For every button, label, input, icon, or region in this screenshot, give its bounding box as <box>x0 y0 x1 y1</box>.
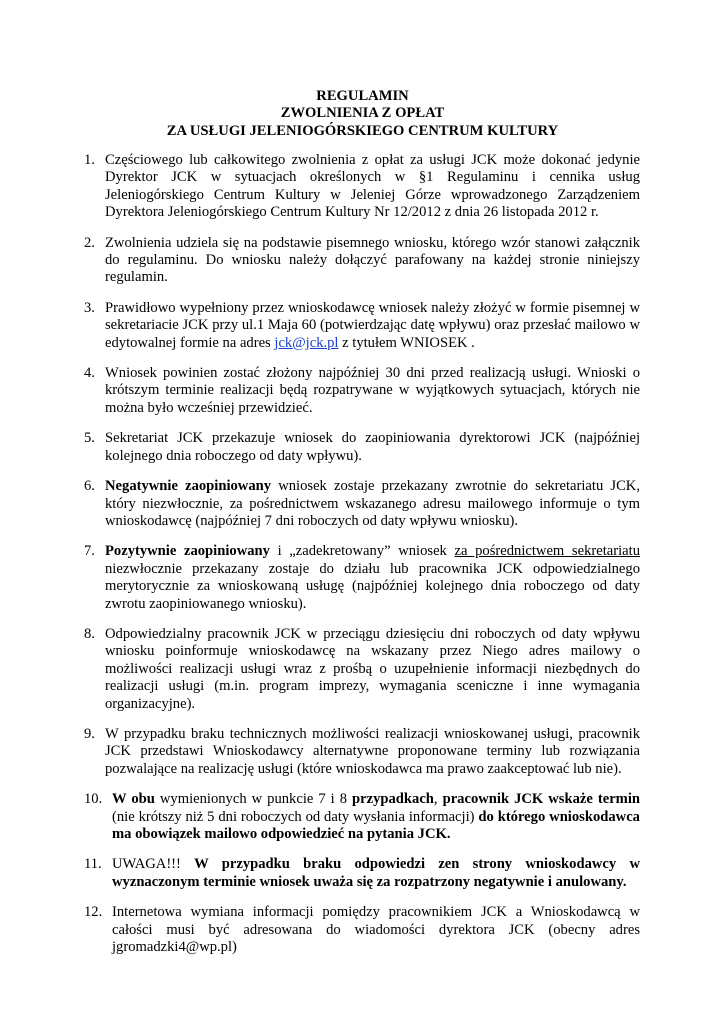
item-text <box>112 904 640 956</box>
list-item-3 <box>84 300 640 352</box>
list-item-11 <box>84 856 640 891</box>
item-number: 11. <box>84 856 102 873</box>
item-text-content: UWAGA!!! <box>112 856 195 873</box>
list-item-10 <box>84 791 640 843</box>
item-underlined-text: za pośrednictwem sekretariatu <box>454 543 640 560</box>
item-text <box>105 430 640 465</box>
item-text <box>105 300 640 352</box>
item-text-content: Wniosek powinien zostać złożony najpóźniej 30 dni przed realizacją usługi. Wnioski o krótszym terminie realizacji będą rozpatrywane w wyjątkowych sytuacjach, których nie można było wcześniej przewidzieć. <box>105 365 640 416</box>
item-number: 8. <box>84 625 95 642</box>
item-text <box>105 543 640 613</box>
item-text-content: Sekretariat JCK przekazuje wniosek do zaopiniowania dyrektorowi JCK (najpóźniej kolejnego dnia roboczego od daty wpływu). <box>105 430 640 464</box>
item-text <box>105 726 640 778</box>
list-item-7 <box>84 543 640 613</box>
regulation-list <box>84 152 640 969</box>
item-text-content: Prawidłowo wypełniony przez wnioskodawcę wniosek należy złożyć w formie pisemnej w sekretariacie JCK przy ul.1 Maja 60 (potwierdzając datę wpływu) oraz przesłać mailowo w edytowalnej formie na adres <box>105 299 640 351</box>
item-text <box>105 235 640 287</box>
item-text <box>112 856 640 891</box>
list-item-9 <box>84 726 640 778</box>
email-link[interactable]: jck@jck.pl <box>274 334 339 351</box>
title-line-1: REGULAMIN <box>316 88 409 104</box>
item-number: 3. <box>84 299 95 316</box>
item-text-content: W przypadku braku technicznych możliwości realizacji wnioskowanej usługi, pracownik JCK przedstawi Wnioskodawcy alternatywne proponowane terminy lub rozwiązania pozwalające na realizację usługi (które wnioskodawca ma prawo zaakceptować lub nie). <box>105 725 640 777</box>
item-text <box>105 365 640 417</box>
item-number: 12. <box>84 904 103 921</box>
item-text-content: wniosek zostaje przekazany zwrotnie do sekretariatu JCK, który niezwłocznie, za pośrednictwem wskazanego adresu mailowego informuje o tym wnioskodawcę (najpóźniej 7 dni roboczych od daty wpływu wniosku). <box>105 478 640 529</box>
item-text-content: (nie krótszy niż 5 dni roboczych od daty wysłania informacji) <box>112 808 479 825</box>
item-bold-text: W obu <box>112 791 155 808</box>
title-line-2: ZWOLNIENIA Z OPŁAT <box>280 105 445 122</box>
item-bold-text: Negatywnie zaopiniowany <box>105 478 272 495</box>
item-text-content: z tytułem WNIOSEK . <box>338 334 475 351</box>
item-text <box>112 791 640 843</box>
item-text-content: niezwłocznie przekazany zostaje do działu lub pracownika JCK odpowiedzialnego merytorycznie za wnioskowaną usługę (najpóźniej kolejnego dnia roboczego od daty zwrotu zaopiniowanego wniosku). <box>105 560 640 612</box>
item-number: 5. <box>84 430 95 447</box>
item-bold-text: przypadkach <box>352 791 434 808</box>
item-text <box>105 626 640 713</box>
item-number: 7. <box>84 543 95 560</box>
item-number: 9. <box>84 725 95 742</box>
item-bold-text: do którego wnioskodawca ma obowiązek mailowo odpowiedzieć na pytania JCK. <box>112 808 640 842</box>
item-number: 1. <box>84 152 95 168</box>
title-line-3: ZA USŁUGI JELENIOGÓRSKIEGO CENTRUM KULTURY <box>166 122 559 139</box>
list-item-1 <box>84 152 640 222</box>
item-number: 2. <box>84 234 95 251</box>
document-title <box>0 88 725 140</box>
item-text-content: i „zadekretowany” wniosek <box>269 543 455 560</box>
item-text-content: Internetowa wymiana informacji pomiędzy pracownikiem JCK a Wnioskodawcą w całości musi być adresowana do wiadomości dyrektora JCK (obecny adres jgromadzki4@wp.pl) <box>112 904 640 956</box>
item-bold-text: W przypadku braku odpowiedzi zen strony wnioskodawcy w wyznaczonym terminie wniosek uważa się za rozpatrzony negatywnie i anulowany. <box>112 856 640 890</box>
item-number: 4. <box>84 365 95 382</box>
item-text <box>105 152 640 222</box>
list-item-8 <box>84 626 640 713</box>
list-item-4 <box>84 365 640 417</box>
item-bold-text: Pozytywnie zaopiniowany <box>105 543 270 560</box>
item-text-content: Zwolnienia udziela się na podstawie pisemnego wniosku, którego wzór stanowi załącznik do regulaminu. Do wniosku należy dołączyć parafowany na każdej stronie niniejszy regulamin. <box>105 234 640 286</box>
list-item-2 <box>84 235 640 287</box>
item-text-content: wymienionych w punkcie 7 i 8 <box>154 791 353 808</box>
item-number: 6. <box>84 478 95 495</box>
list-item-5 <box>84 430 640 465</box>
item-number: 10. <box>84 791 103 808</box>
item-text-content: Odpowiedzialny pracownik JCK w przeciągu dziesięciu dni roboczych od daty wpływu wniosku poinformuje wnioskodawcę na wskazany przez Niego adres mailowy o możliwości realizacji usługi wraz z prośbą o uzupełnienie informacji niezbędnych do realizacji usługi (m.in. program imprezy, wymagania sceniczne i inne wymagania organizacyjne). <box>105 625 640 712</box>
item-text-content: Częściowego lub całkowitego zwolnienia z opłat za usługi JCK może dokonać jedynie Dyrektor JCK w sytuacjach określonych w §1 Regulaminu i cennika usług Jeleniogórskiego Centrum Kultury w Jeleniej Górze wprowadzonego Zarządzeniem Dyrektora Jeleniogórskiego Centrum Kultury Nr 12/2012 z dnia 26 listopada 2012 r. <box>105 152 640 221</box>
list-item-12 <box>84 904 640 956</box>
item-text <box>105 478 640 530</box>
item-bold-text: pracownik JCK wskaże termin <box>442 791 640 808</box>
list-item-6 <box>84 478 640 530</box>
item-text-content: , <box>433 791 443 808</box>
